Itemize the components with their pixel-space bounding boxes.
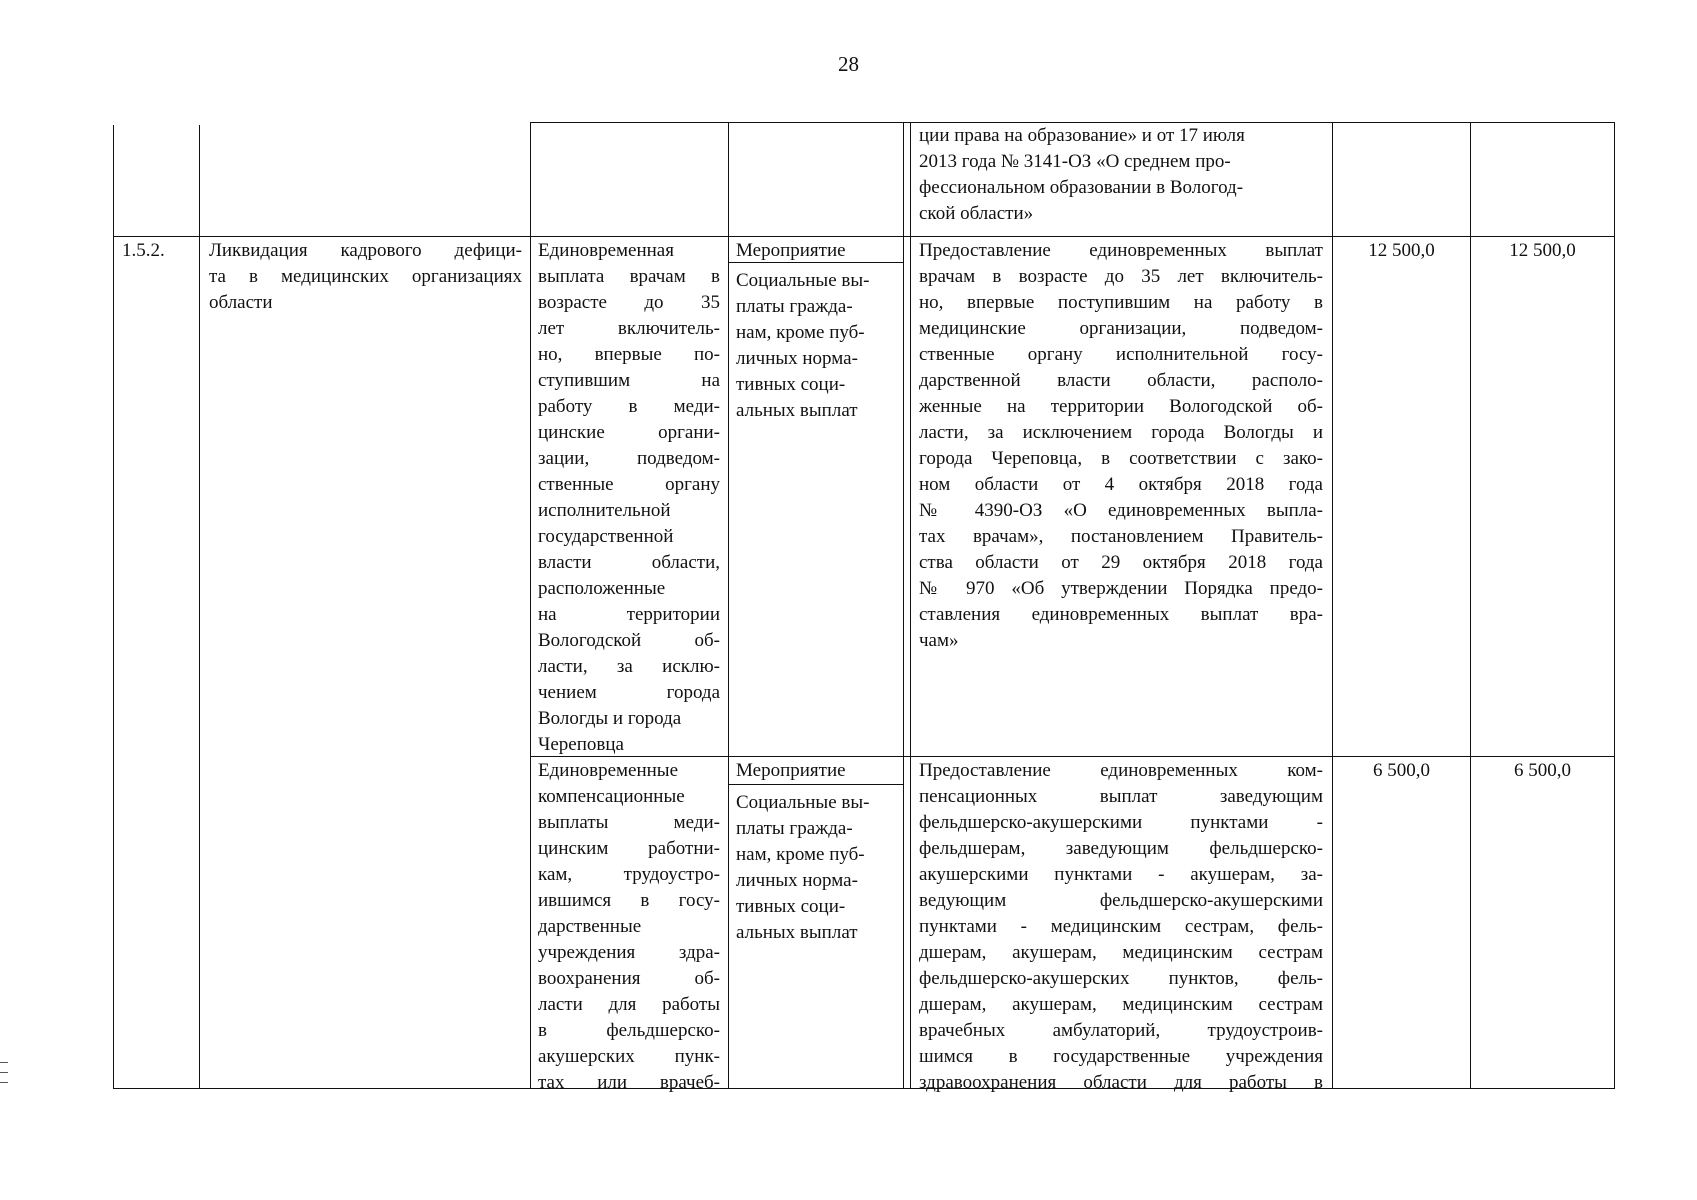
row-title bbox=[209, 238, 522, 316]
text-line: лет включитель- bbox=[538, 318, 720, 339]
text-line: Социальные вы- bbox=[736, 270, 870, 291]
amount-value: 12 500,0 bbox=[1509, 240, 1576, 261]
amount-cell bbox=[1471, 238, 1614, 264]
text-line: чением города bbox=[538, 682, 720, 703]
text-line: Вологодской об- bbox=[538, 630, 720, 651]
text-line: ции права на образование» и от 17 июля bbox=[919, 125, 1245, 146]
text-line: ставления единовременных выплат вра- bbox=[919, 604, 1323, 625]
text-line: медицинские организации, подведом- bbox=[919, 318, 1323, 339]
text-line: ской области» bbox=[919, 203, 1034, 224]
text-line: ступившим на bbox=[538, 370, 720, 391]
measure-cell bbox=[538, 758, 720, 1096]
text-line: альных выплат bbox=[736, 922, 858, 943]
binding-mark bbox=[0, 1082, 8, 1083]
expense-type-cell bbox=[736, 268, 896, 424]
text-line: личных норма- bbox=[736, 348, 858, 369]
text-line: в фельдшерско- bbox=[538, 1020, 720, 1041]
text-line: здравоохранения области для работы в bbox=[919, 1072, 1323, 1093]
text-line: фессиональном образовании в Вологод- bbox=[919, 177, 1244, 198]
col-border bbox=[728, 122, 729, 1089]
text-line: чам» bbox=[919, 630, 959, 651]
amount-cell bbox=[1333, 758, 1470, 784]
text-line: Предоставление единовременных выплат bbox=[919, 240, 1323, 261]
text-line: на территории bbox=[538, 604, 720, 625]
text-line: кам, трудоустро- bbox=[538, 864, 720, 885]
text-line: Череповца bbox=[538, 734, 624, 755]
text-line: ласти, за исклю- bbox=[538, 656, 720, 677]
text-line: области bbox=[209, 292, 273, 313]
text-line: зации, подведом- bbox=[538, 448, 720, 469]
text-line: компенсационные bbox=[538, 786, 685, 807]
text-line: ившимся в госу- bbox=[538, 890, 720, 911]
text-line: воохранения об- bbox=[538, 968, 720, 989]
col-border bbox=[1332, 122, 1333, 1089]
text-line: Ликвидация кадрового дефици- bbox=[209, 240, 522, 261]
text-line: города Череповца, в соответствии с зако- bbox=[919, 448, 1323, 469]
binding-marks bbox=[0, 1062, 8, 1102]
text-line: ласти для работы bbox=[538, 994, 720, 1015]
row-number bbox=[122, 238, 194, 264]
col-border bbox=[1470, 122, 1471, 1089]
col-border bbox=[903, 122, 904, 1089]
text-line: ственные органу bbox=[538, 474, 720, 495]
binding-mark bbox=[0, 1062, 8, 1063]
text-line: работу в меди- bbox=[538, 396, 720, 417]
text-line: фельдшерам, заведующим фельдшерско- bbox=[919, 838, 1323, 859]
text-line: Мероприятие bbox=[736, 760, 846, 781]
text-line: 2013 года № 3141-ОЗ «О среднем про- bbox=[919, 151, 1231, 172]
text-line: цинские органи- bbox=[538, 422, 720, 443]
text-line: Единовременные bbox=[538, 760, 679, 781]
text-line: 1.5.2. bbox=[122, 240, 165, 261]
program-table bbox=[113, 122, 1615, 1093]
text-line: тивных соци- bbox=[736, 374, 846, 395]
text-line: акушерскими пунктами - акушерам, за- bbox=[919, 864, 1323, 885]
text-line: тивных соци- bbox=[736, 896, 846, 917]
page-number: 28 bbox=[838, 52, 859, 76]
text-line: цинским работни- bbox=[538, 838, 720, 859]
text-line: Социальные вы- bbox=[736, 792, 870, 813]
text-line: власти области, bbox=[538, 552, 720, 573]
text-line: расположенные bbox=[538, 578, 666, 599]
type-cell bbox=[736, 238, 896, 264]
amount-value: 6 500,0 bbox=[1373, 760, 1430, 781]
col-border bbox=[199, 125, 200, 1089]
text-line: тах врачам», постановлением Правитель- bbox=[919, 526, 1323, 547]
text-line: ласти, за исключением города Вологды и bbox=[919, 422, 1323, 443]
text-line: дшерам, акушерам, медицинским сестрам bbox=[919, 994, 1323, 1015]
text-line: выплаты меди- bbox=[538, 812, 720, 833]
text-line: личных норма- bbox=[736, 870, 858, 891]
text-line: женные на территории Вологодской об- bbox=[919, 396, 1323, 417]
text-line: Единовременная bbox=[538, 240, 674, 261]
text-line: но, впервые поступившим на работу в bbox=[919, 292, 1323, 313]
basis-cell bbox=[919, 758, 1323, 1096]
amount-value: 12 500,0 bbox=[1368, 240, 1435, 261]
text-line: платы гражда- bbox=[736, 296, 853, 317]
text-line: ном области от 4 октября 2018 года bbox=[919, 474, 1323, 495]
text-line: нам, кроме пуб- bbox=[736, 322, 865, 343]
continuation-basis-cell bbox=[919, 123, 1323, 227]
text-line: врачам в возрасте до 35 лет включитель- bbox=[919, 266, 1323, 287]
text-line: акушерских пунк- bbox=[538, 1046, 720, 1067]
measure-cell bbox=[538, 238, 720, 758]
table-bottom-border bbox=[113, 1088, 1615, 1089]
text-line: пунктами - медицинским сестрам, фель- bbox=[919, 916, 1323, 937]
text-line: № 4390-ОЗ «О единовременных выпла- bbox=[919, 500, 1323, 521]
text-line: исполнительной bbox=[538, 500, 671, 521]
text-line: та в медицинских организациях bbox=[209, 266, 522, 287]
text-line: ведующим фельдшерско-акушерскими bbox=[919, 890, 1323, 911]
text-line: ства области от 29 октября 2018 года bbox=[919, 552, 1323, 573]
text-line: дарственные bbox=[538, 916, 642, 937]
text-line: тах или врачеб- bbox=[538, 1072, 720, 1093]
text-line: врачебных амбулаторий, трудоустроив- bbox=[919, 1020, 1323, 1041]
basis-cell bbox=[919, 238, 1323, 654]
text-line: Вологды и города bbox=[538, 708, 682, 729]
text-line: ственные органу исполнительной госу- bbox=[919, 344, 1323, 365]
type-cell bbox=[736, 758, 896, 784]
text-line: № 970 «Об утверждении Порядка предо- bbox=[919, 578, 1323, 599]
text-line: Предоставление единовременных ком- bbox=[919, 760, 1323, 781]
text-line: но, впервые по- bbox=[538, 344, 720, 365]
text-line: Мероприятие bbox=[736, 240, 846, 261]
text-line: учреждения здра- bbox=[538, 942, 720, 963]
text-line: дарственной власти области, располо- bbox=[919, 370, 1323, 391]
text-line: фельдшерско-акушерских пунктов, фель- bbox=[919, 968, 1323, 989]
text-line: дшерам, акушерам, медицинским сестрам bbox=[919, 942, 1323, 963]
text-line: государственной bbox=[538, 526, 674, 547]
amount-cell bbox=[1333, 238, 1470, 264]
text-line: возрасте до 35 bbox=[538, 292, 720, 313]
text-line: платы гражда- bbox=[736, 818, 853, 839]
text-line: выплата врачам в bbox=[538, 266, 720, 287]
text-line: шимся в государственные учреждения bbox=[919, 1046, 1323, 1067]
row-divider bbox=[113, 236, 1615, 237]
col-border bbox=[910, 122, 911, 1089]
text-line: пенсационных выплат заведующим bbox=[919, 786, 1323, 807]
col-border bbox=[530, 122, 531, 1089]
expense-type-cell bbox=[736, 790, 896, 946]
binding-mark bbox=[0, 1072, 8, 1073]
col-border bbox=[113, 125, 114, 1089]
text-line: нам, кроме пуб- bbox=[736, 844, 865, 865]
type-divider bbox=[728, 784, 903, 785]
text-line: альных выплат bbox=[736, 400, 858, 421]
amount-value: 6 500,0 bbox=[1514, 760, 1571, 781]
amount-cell bbox=[1471, 758, 1614, 784]
text-line: фельдшерско-акушерскими пунктами - bbox=[919, 812, 1323, 833]
col-border bbox=[1614, 122, 1615, 1089]
